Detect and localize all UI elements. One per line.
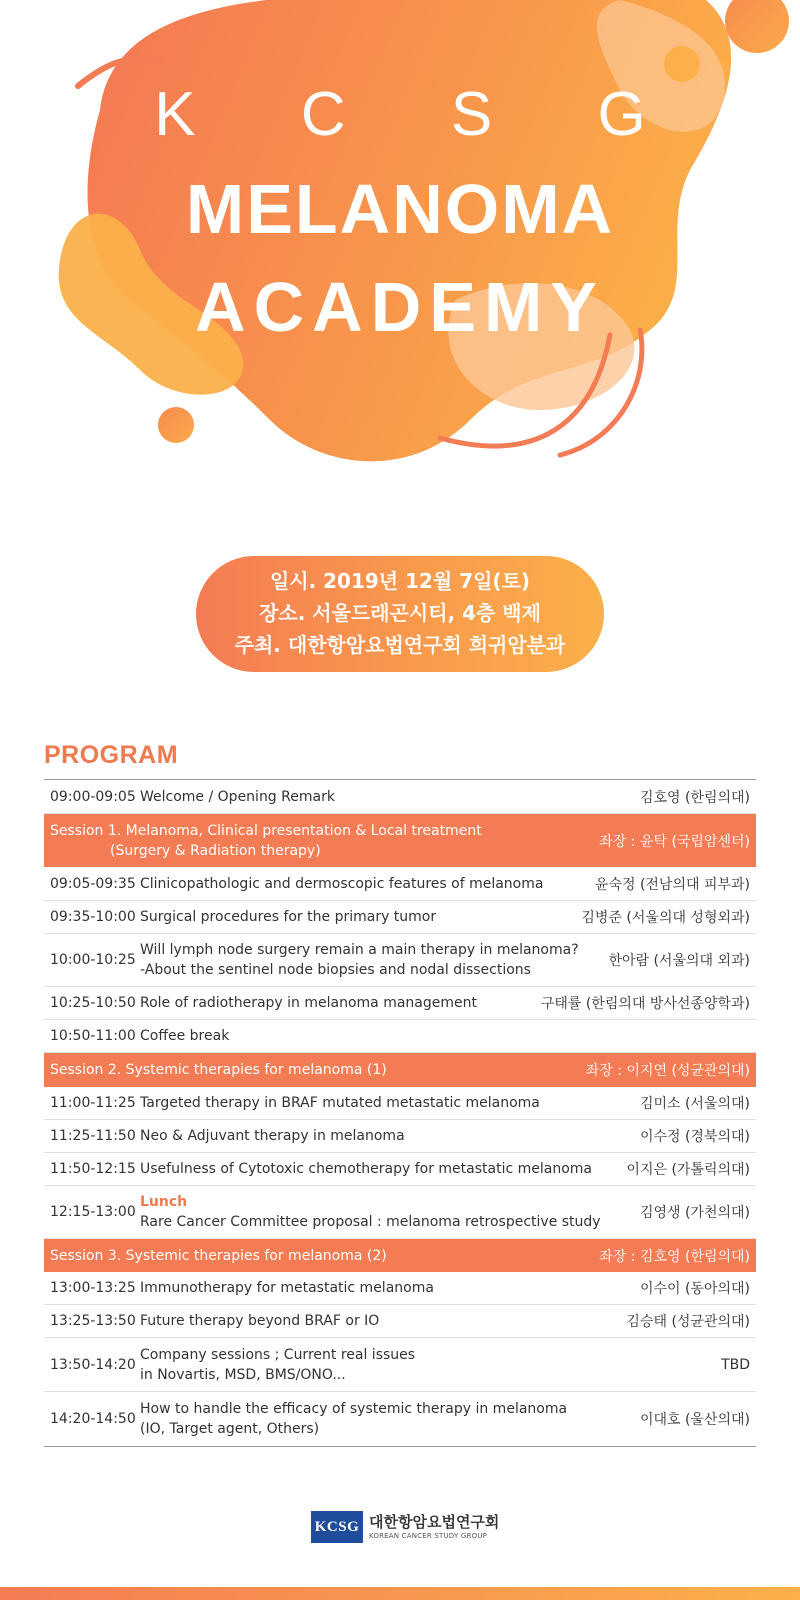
row-speaker: 김미소 (서울의대) xyxy=(639,1096,750,1112)
title-academy: ACADEMY xyxy=(195,268,605,346)
session-title: Session 2. Systemic therapies for melanoma (1) xyxy=(50,1062,387,1078)
session-chair: 좌장 : 김호영 (한림의대) xyxy=(599,1248,750,1265)
bottom-accent-bar xyxy=(0,1587,800,1600)
schedule-row xyxy=(44,1153,756,1186)
row-topic: Coffee break xyxy=(140,1028,230,1044)
row-speaker: 윤숙정 (전남의대 피부과) xyxy=(594,876,750,893)
schedule-row xyxy=(44,901,756,934)
row-time: 09:35-10:00 xyxy=(50,909,136,925)
row-topic: Role of radiotherapy in melanoma management xyxy=(140,995,477,1011)
session-title-line2: (Surgery & Radiation therapy) xyxy=(110,842,321,859)
session-title xyxy=(50,821,599,861)
row-speaker: TBD xyxy=(721,1356,750,1373)
row-speaker: 이지은 (가톨릭의대) xyxy=(626,1162,750,1178)
row-time: 14:20-14:50 xyxy=(50,1411,136,1427)
row-speaker: 김호영 (한림의대) xyxy=(639,789,750,806)
org-name-english: KOREAN CANCER STUDY GROUP xyxy=(369,1532,488,1540)
schedule-row xyxy=(44,1305,756,1338)
session-header xyxy=(44,1239,756,1272)
row-speaker: 김영생 (가천의대) xyxy=(639,1205,750,1221)
row-speaker: 이수이 (동아의대) xyxy=(639,1281,750,1297)
row-time: 11:00-11:25 xyxy=(50,1095,136,1111)
row-topic xyxy=(140,1399,640,1439)
session-chair: 좌장 : 윤탁 (국립암센터) xyxy=(599,833,750,850)
event-venue: 장소. 서울드래곤시티, 4층 백제 xyxy=(259,601,541,625)
row-topic-line2: in Novartis, MSD, BMS/ONO... xyxy=(140,1366,346,1383)
schedule-row xyxy=(44,1338,756,1392)
row-topic: Clinicopathologic and dermoscopic features of melanoma xyxy=(140,875,544,892)
row-topic: Immunotherapy for metastatic melanoma xyxy=(140,1280,434,1296)
schedule-row xyxy=(44,1186,756,1239)
session-chair: 좌장 : 이지연 (성균관의대) xyxy=(585,1063,750,1079)
session-header xyxy=(44,814,756,867)
row-speaker: 이수정 (경북의대) xyxy=(639,1129,750,1145)
row-topic: Targeted therapy in BRAF mutated metastatic melanoma xyxy=(140,1095,540,1111)
title-melanoma: MELANOMA xyxy=(185,170,615,248)
session-title: Session 3. Systemic therapies for melanoma (2) xyxy=(50,1247,387,1264)
row-time: 11:50-12:15 xyxy=(50,1161,136,1177)
event-host: 주최. 대한항암요법연구회 희귀암분과 xyxy=(234,633,566,657)
schedule-row xyxy=(44,1087,756,1120)
row-speaker: 구태률 (한림의대 방사선종양학과) xyxy=(540,996,750,1012)
title-kcsg: K C S G xyxy=(154,80,690,149)
row-time: 09:00-09:05 xyxy=(50,788,136,805)
schedule-row xyxy=(44,1020,756,1053)
row-topic: Neo & Adjuvant therapy in melanoma xyxy=(140,1128,405,1144)
row-topic xyxy=(140,1345,721,1385)
row-topic: Future therapy beyond BRAF or IO xyxy=(140,1313,380,1329)
schedule-row xyxy=(44,987,756,1020)
row-topic: Surgical procedures for the primary tumor xyxy=(140,909,437,925)
row-time: 13:25-13:50 xyxy=(50,1313,136,1329)
schedule-row xyxy=(44,1120,756,1153)
program-heading: PROGRAM xyxy=(44,741,179,769)
hero-banner xyxy=(0,0,800,500)
row-topic-line1: Will lymph node surgery remain a main therapy in melanoma? xyxy=(140,942,579,958)
session-title-line1: Session 1. Melanoma, Clinical presentation & Local treatment xyxy=(50,822,482,839)
row-topic-line2: (IO, Target agent, Others) xyxy=(140,1421,320,1437)
row-speaker: 한아람 (서울의대 외과) xyxy=(608,953,750,969)
schedule-row xyxy=(44,867,756,901)
schedule-row xyxy=(44,780,756,814)
row-time: 10:00-10:25 xyxy=(50,952,136,968)
row-topic-line1: How to handle the efficacy of systemic therapy in melanoma xyxy=(140,1401,568,1417)
row-time: 10:25-10:50 xyxy=(50,995,136,1011)
schedule-row xyxy=(44,1392,756,1446)
row-speaker: 이대호 (울산의대) xyxy=(639,1412,750,1428)
kcsg-logo-text xyxy=(369,1513,499,1541)
lunch-label: Lunch xyxy=(140,1194,188,1210)
event-date: 일시. 2019년 12월 7일(토) xyxy=(269,569,531,593)
row-speaker: 김승태 (성균관의대) xyxy=(626,1314,750,1330)
row-time: 12:15-13:00 xyxy=(50,1204,136,1220)
row-time: 13:50-14:20 xyxy=(50,1356,136,1373)
row-time: 11:25-11:50 xyxy=(50,1128,136,1144)
row-topic: Usefulness of Cytotoxic chemotherapy for metastatic melanoma xyxy=(140,1161,592,1177)
row-topic xyxy=(140,1192,640,1232)
schedule-row xyxy=(44,1272,756,1305)
row-time: 09:05-09:35 xyxy=(50,875,136,892)
row-topic: Welcome / Opening Remark xyxy=(140,788,335,805)
kcsg-logo-mark: KCSG xyxy=(311,1511,363,1543)
row-time: 13:00-13:25 xyxy=(50,1280,136,1296)
org-name-korean: 대한항암요법연구회 xyxy=(369,1513,500,1531)
row-topic xyxy=(140,940,608,980)
kcsg-logo xyxy=(311,1511,499,1543)
row-topic-line2: -About the sentinel node biopsies and nodal dissections xyxy=(140,962,531,978)
session-header xyxy=(44,1053,756,1087)
hero-title xyxy=(0,70,800,356)
schedule-row xyxy=(44,934,756,987)
event-info-pill xyxy=(196,556,604,672)
row-speaker: 김병준 (서울의대 성형외과) xyxy=(581,910,750,926)
row-time: 10:50-11:00 xyxy=(50,1028,136,1044)
program-schedule xyxy=(44,779,756,1447)
row-topic-line1: Company sessions ; Current real issues xyxy=(140,1346,416,1363)
row-topic-line2: Rare Cancer Committee proposal : melanoma retrospective study xyxy=(140,1214,601,1230)
